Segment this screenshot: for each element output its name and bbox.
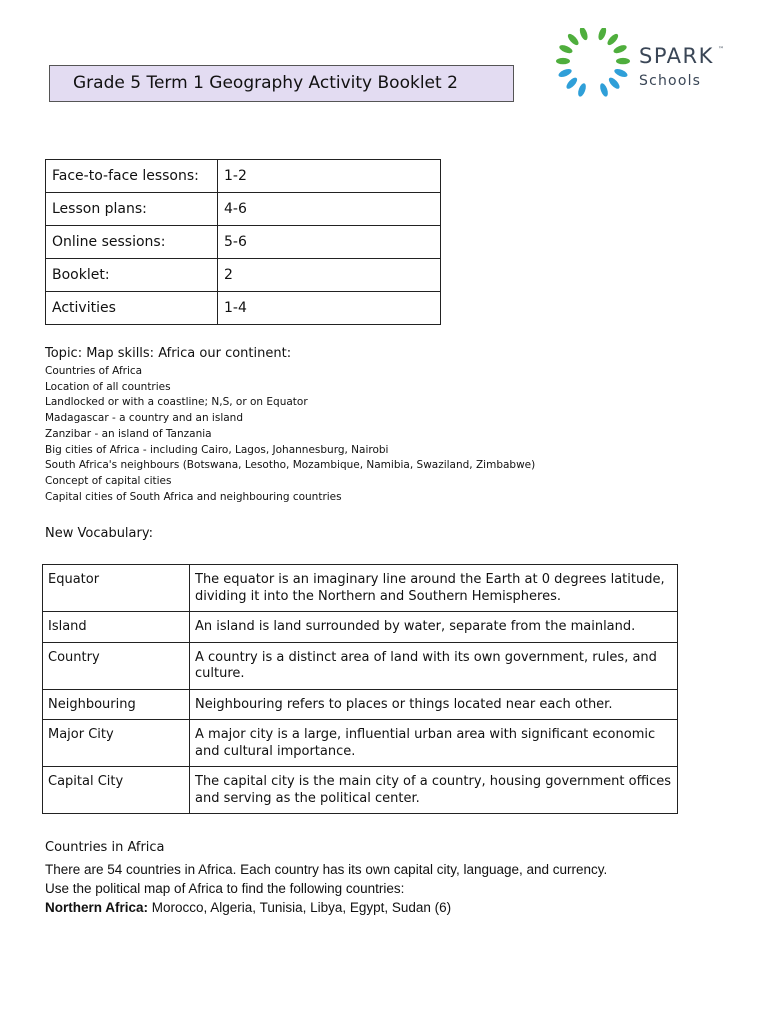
vocab-term: Country [43, 642, 190, 689]
lesson-info-table [45, 159, 441, 325]
wreath-leaf [578, 28, 589, 41]
list-item: South Africa's neighbours (Botswana, Lesotho, Mozambique, Namibia, Swaziland, Zimbabwe) [45, 459, 536, 472]
wreath-leaf [616, 58, 630, 64]
info-value: 2 [218, 259, 441, 292]
table-row [43, 642, 678, 689]
wreath-leaf [565, 76, 579, 91]
vocab-term: Island [43, 612, 190, 643]
topic-heading: Topic: Map skills: Africa our continent: [45, 346, 292, 361]
table-row [43, 767, 678, 814]
vocab-definition: A major city is a large, influential urban area with significant economic and cultural importance. [190, 720, 678, 767]
wreath-leaf [606, 32, 620, 47]
wreath-leaf [566, 32, 580, 47]
table-row [43, 612, 678, 643]
info-label: Booklet: [46, 259, 218, 292]
vocab-definition: Neighbouring refers to places or things located near each other. [190, 689, 678, 720]
wreath-leaf [612, 44, 627, 55]
topic-list [45, 364, 535, 505]
list-item: Location of all countries [45, 380, 171, 393]
table-row [46, 193, 441, 226]
vocab-definition: The capital city is the main city of a country, housing government offices and serving as the political center. [190, 767, 678, 814]
table-row [46, 259, 441, 292]
list-item: Landlocked or with a coastline; N,S, or on Equator [45, 396, 308, 409]
northern-africa-label: Northern Africa: [45, 900, 149, 915]
wreath-leaf [556, 58, 570, 64]
vocab-term: Neighbouring [43, 689, 190, 720]
list-item: Madagascar - a country and an island [45, 412, 243, 425]
wreath-leaf [599, 82, 610, 97]
logo-trademark: ™ [718, 46, 724, 53]
info-value: 1-4 [218, 292, 441, 325]
info-label: Face-to-face lessons: [46, 160, 218, 193]
vocab-term: Major City [43, 720, 190, 767]
vocabulary-table [42, 564, 678, 814]
countries-heading: Countries in Africa [45, 840, 165, 855]
wreath-leaf [557, 67, 572, 78]
countries-body [45, 860, 607, 917]
wreath-leaf [597, 28, 608, 41]
wreath-leaf [577, 82, 588, 97]
countries-intro-line: There are 54 countries in Africa. Each country has its own capital city, language, and currency. [45, 862, 608, 877]
page-title: Grade 5 Term 1 Geography Activity Booklet 2 [49, 65, 514, 102]
list-item: Concept of capital cities [45, 474, 172, 487]
table-row [43, 565, 678, 612]
list-item: Capital cities of South Africa and neighbouring countries [45, 490, 342, 503]
vocab-term: Capital City [43, 767, 190, 814]
vocab-definition: A country is a distinct area of land with its own government, rules, and culture. [190, 642, 678, 689]
info-label: Online sessions: [46, 226, 218, 259]
logo-brand-text: SPARK [639, 44, 714, 68]
vocab-definition: An island is land surrounded by water, separate from the mainland. [190, 612, 678, 643]
info-label: Activities [46, 292, 218, 325]
wreath-leaf [613, 67, 628, 78]
table-row [46, 292, 441, 325]
list-item: Zanzibar - an island of Tanzania [45, 427, 212, 440]
table-row [43, 689, 678, 720]
vocab-term: Equator [43, 565, 190, 612]
wreath-leaf [607, 76, 621, 91]
logo-subtitle-text: Schools [639, 73, 702, 89]
info-value: 5-6 [218, 226, 441, 259]
list-item: Big cities of Africa - including Cairo, Lagos, Johannesburg, Nairobi [45, 443, 389, 456]
list-item: Countries of Africa [45, 365, 143, 377]
info-label: Lesson plans: [46, 193, 218, 226]
info-value: 1-2 [218, 160, 441, 193]
table-row [46, 160, 441, 193]
northern-africa-list: Morocco, Algeria, Tunisia, Libya, Egypt, Sudan (6) [148, 900, 452, 915]
table-row [46, 226, 441, 259]
vocab-definition: The equator is an imaginary line around the Earth at 0 degrees latitude, dividing it into the Northern and Southern Hemispheres. [190, 565, 678, 612]
vocabulary-heading: New Vocabulary: [45, 526, 153, 541]
northern-africa-line [45, 898, 607, 917]
table-row [43, 720, 678, 767]
info-value: 4-6 [218, 193, 441, 226]
wreath-leaf [558, 44, 573, 55]
countries-instruction-line: Use the political map of Africa to find the following countries: [45, 881, 405, 896]
